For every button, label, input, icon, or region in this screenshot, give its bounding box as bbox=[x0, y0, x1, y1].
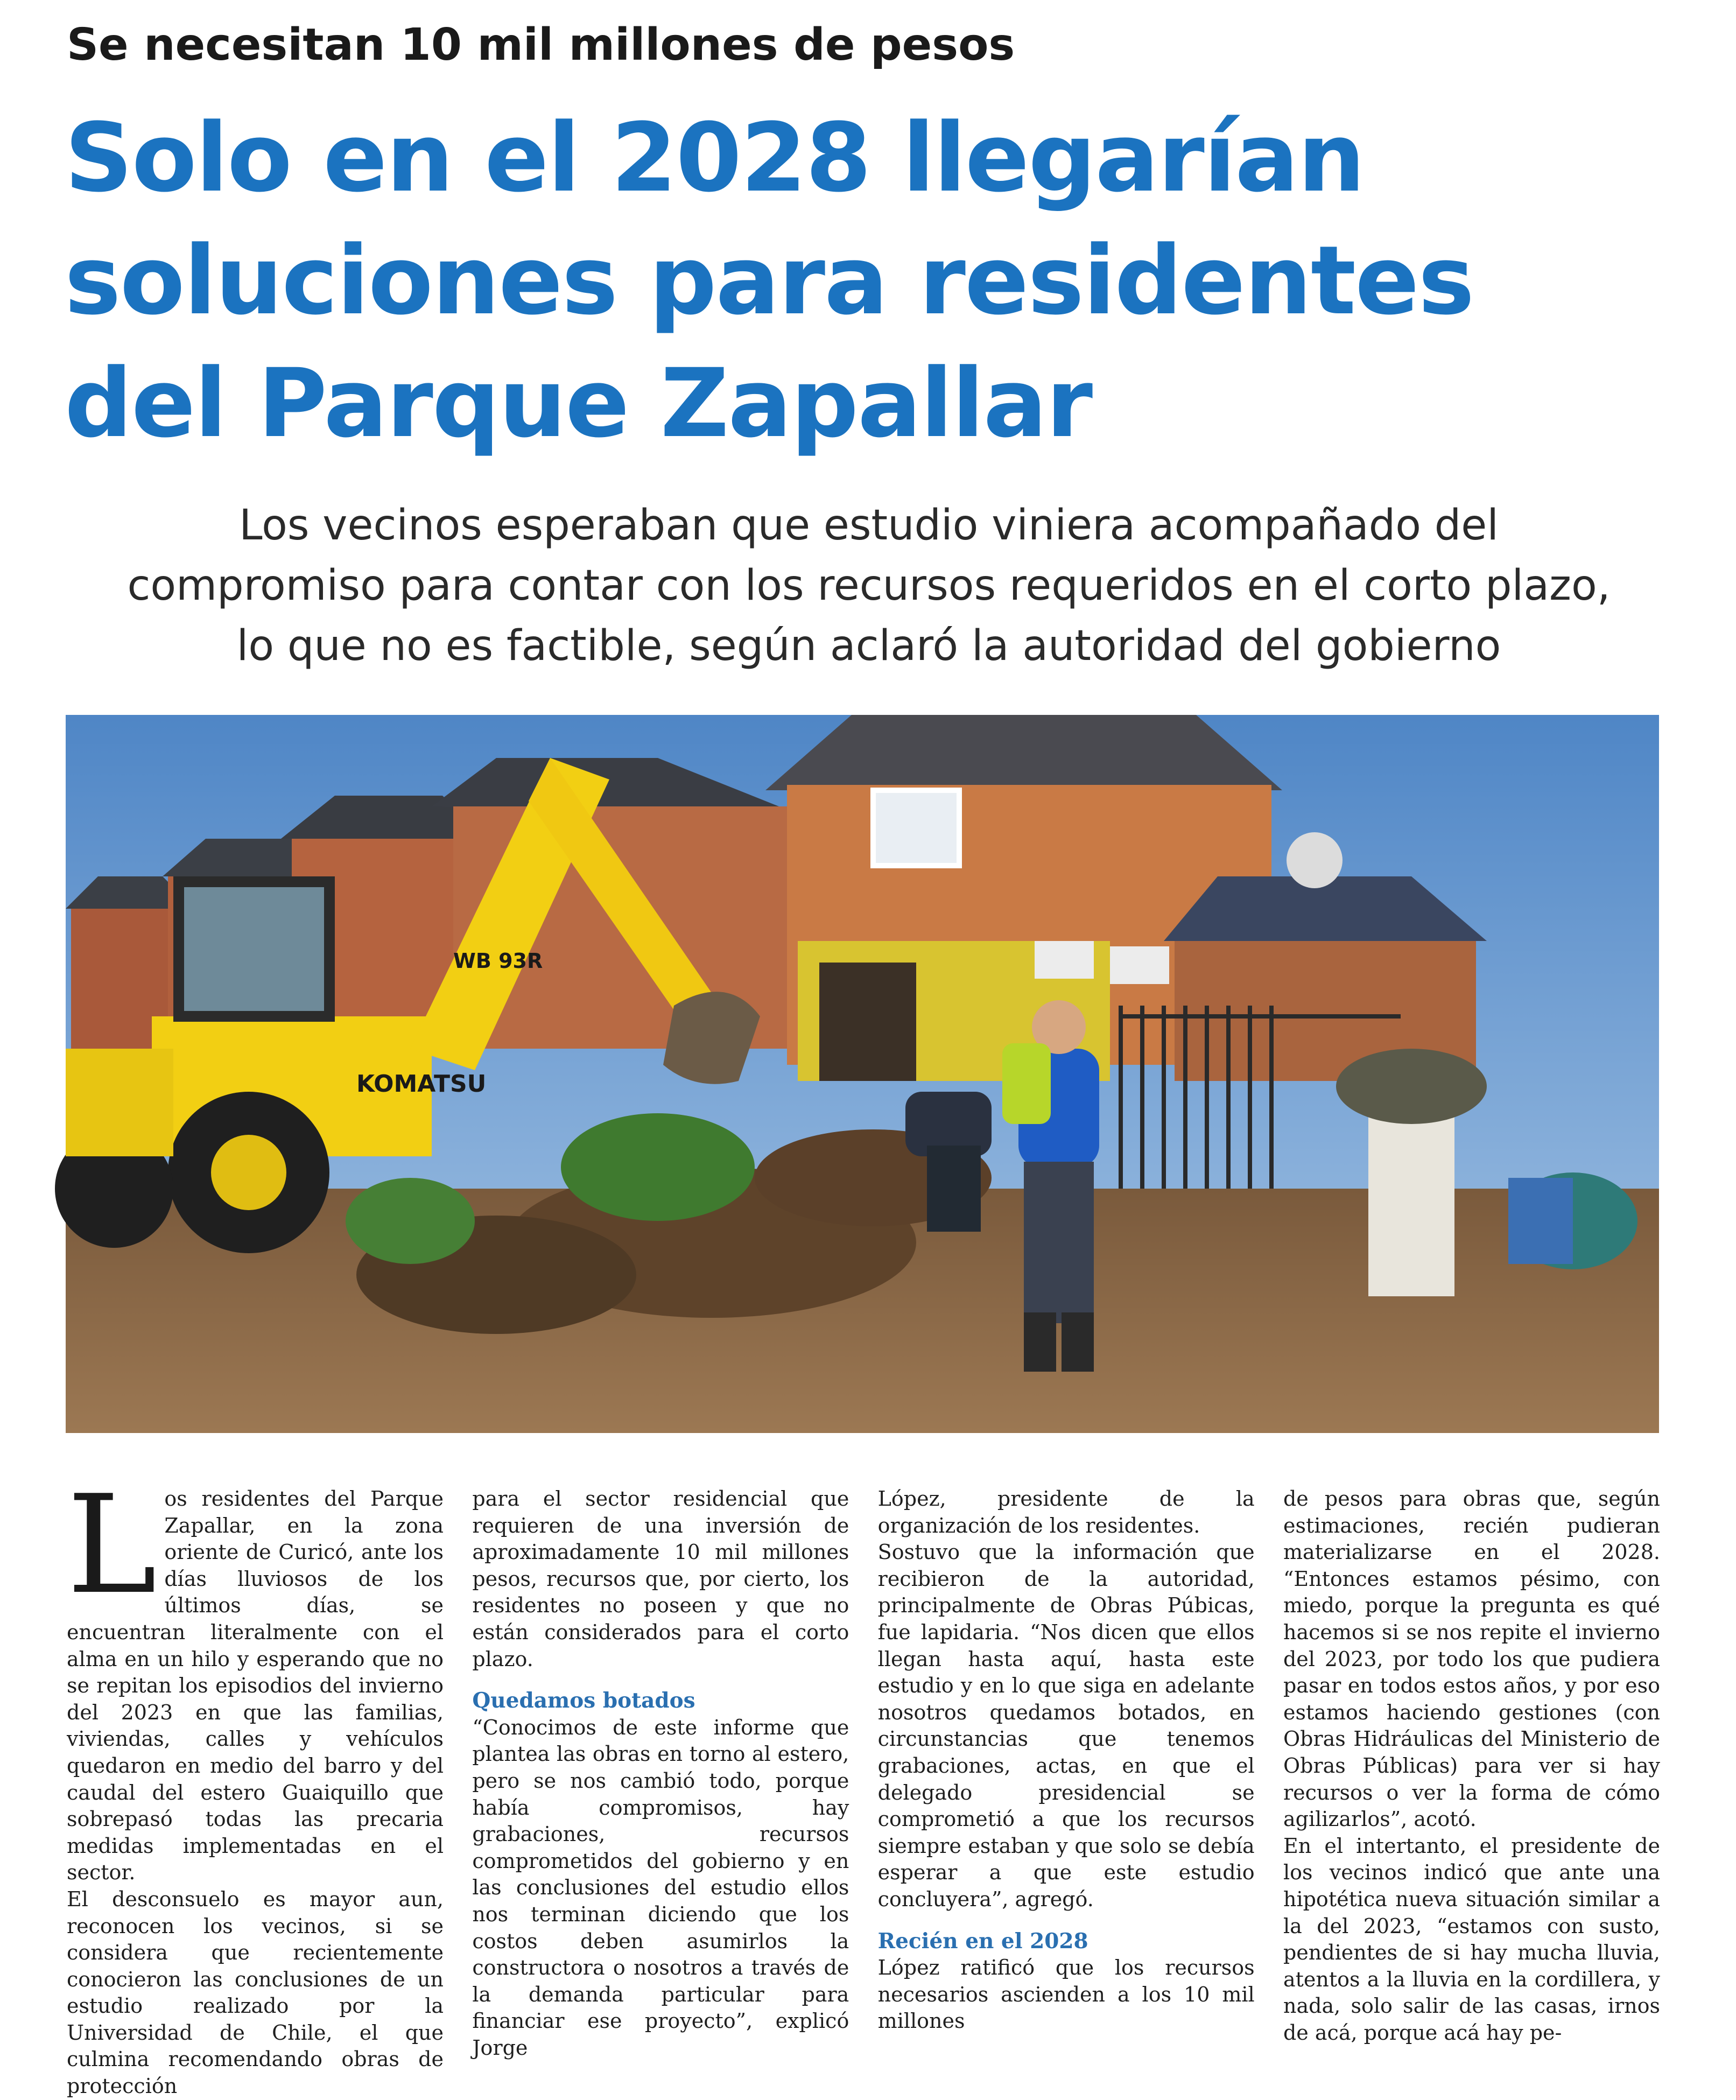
subheading: Quedamos botados bbox=[472, 1688, 695, 1713]
deck-line: compromiso para contar con los recursos requeridos en el corto plazo, bbox=[127, 561, 1611, 610]
kicker: Se necesitan 10 mil millones de pesos bbox=[67, 19, 1015, 71]
deck bbox=[67, 495, 1671, 676]
paragraph: “Conocimos de este informe que plantea las obras en torno al estero, pero se nos cambió todo, porque había compromisos, hay grabaciones, recursos comprometidos del gobierno y en las conclusiones del estudio ellos nos terminan diciendo que los costos deben asumirlos la constructora o nosotros a través de la demanda particular para financiar ese proyecto”, explicó Jorge bbox=[472, 1715, 849, 2060]
column-1 bbox=[67, 1466, 444, 2098]
subheading: Recién en el 2028 bbox=[877, 1928, 1088, 1954]
paragraph: El desconsuelo es mayor aun, reconocen los vecinos, si se considera que recientemente conocieron las conclusiones de un estudio realizado por la Universidad de Chile, el que culmina recomendando obras de protección bbox=[67, 1887, 444, 2098]
headline-line: del Parque Zapallar bbox=[65, 348, 1092, 459]
paragraph: López ratificó que los recursos necesarios ascienden a los 10 mil millones bbox=[877, 1956, 1255, 2033]
column-2 bbox=[472, 1486, 849, 2060]
deck-line: Los vecinos esperaban que estudio viniera acompañado del bbox=[239, 501, 1499, 550]
dropcap: L bbox=[67, 1466, 157, 1624]
headline-line: Solo en el 2028 llegarían bbox=[65, 103, 1365, 213]
paragraph: Sostuvo que la información que recibieron de la autoridad, principalmente de Obras Púbicas, fue lapidaria. “Nos dicen que ellos llegan hasta aquí, hasta este estudio y en lo que siga en adelante nosotros quedamos botados, en circunstancias que tenemos grabaciones, actas, en que el delegado presidencial se comprometió a que los recursos siempre estaban y que solo se debía esperar a que este estudio concluyera”, agregó. bbox=[877, 1540, 1255, 1911]
machine-model: WB 93R bbox=[453, 949, 543, 973]
paragraph: os residentes del Parque Zapallar, en la zona oriente de Curicó, ante los días lluviosos de los últimos días, se encuentran literalmente con el alma en un hilo y esperando que no se repitan los episodios del invierno del 2023 en que las familias, viviendas, calles y vehículos quedaron en medio del barro y del caudal del estero Guaiquillo que sobrepasó todas las precaria medidas implementadas en el sector. bbox=[67, 1487, 444, 1885]
headline bbox=[65, 97, 1669, 465]
paragraph: para el sector residencial que requieren de una inversión de aproximadamente 10 mil millones pesos, recursos que, por cierto, los residentes no poseen y que no están considerados para el corto plazo. bbox=[472, 1487, 849, 1671]
column-4 bbox=[1283, 1486, 1660, 2045]
headline-line: soluciones para residentes bbox=[65, 226, 1474, 336]
machine-brand: KOMATSU bbox=[356, 1070, 487, 1098]
paragraph: López, presidente de la organización de los residentes. bbox=[877, 1487, 1255, 1537]
deck-line: lo que no es factible, según aclaró la autoridad del gobierno bbox=[236, 622, 1501, 670]
paragraph: de pesos para obras que, según estimaciones, recién pudieran materializarse en el 2028. “Entonces estamos pésimo, con miedo, porque la pregunta es qué hacemos si se nos repite el invierno del 2023, por todo los que pudiera pasar en todos estos años, y por eso estamos haciendo gestiones (con Obras Hidráulicas del Ministerio de Obras Públicas) para ver si hay recursos o ver la forma de cómo agilizarlos”, acotó. bbox=[1283, 1487, 1660, 1831]
article-body bbox=[67, 1466, 1660, 2098]
column-3 bbox=[877, 1486, 1255, 2033]
worker-green-vest bbox=[1002, 1043, 1051, 1124]
paragraph: En el intertanto, el presidente de los vecinos indicó que ante una hipotética nueva situación similar a la del 2023, “estamos con susto, pendientes de si hay mucha lluvia, atentos a la lluvia en la cordillera, y nada, solo salir de las casas, irnos de acá, porque acá hay pe- bbox=[1283, 1834, 1660, 2045]
article-photo bbox=[66, 715, 1659, 1433]
